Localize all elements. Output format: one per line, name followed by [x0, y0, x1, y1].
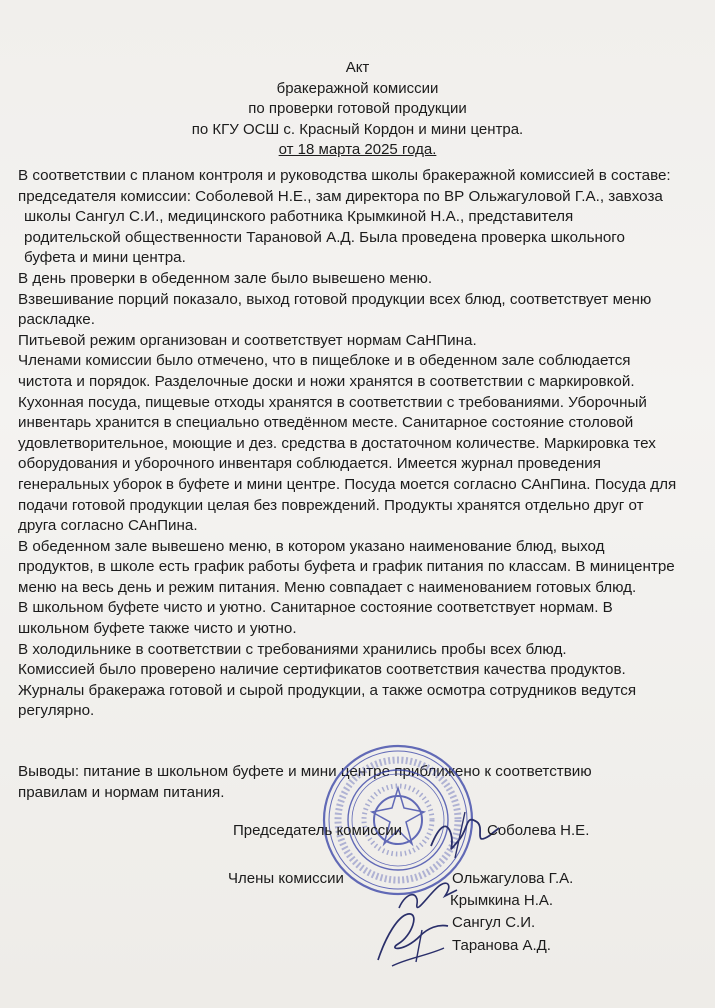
member-name: Крымкина Н.А. — [450, 892, 554, 909]
body-line: В школьном буфете чисто и уютно. Санитарное состояние соответствует нормам. В — [18, 599, 613, 617]
body-line: В день проверки в обеденном зале было вывешено меню. — [18, 269, 433, 287]
act-title: Акт — [345, 59, 370, 76]
body-line: буфета и мини центра. — [24, 249, 186, 267]
body-line: инвентарь хранится в специально отведённом месте. Санитарное состояние столовой — [18, 414, 634, 432]
body-line: генеральных уборок в буфете и мини центре. Посуда моется согласно САнПина. Посуда для — [18, 475, 677, 493]
body-line: Журналы бракеража готовой и сырой продукции, а также осмотра сотрудников ведутся — [18, 681, 637, 699]
member-name: Сангул С.И. — [452, 914, 536, 931]
body-line: председателя комиссии: Соболевой Н.Е., зам директора по ВР Ольжагуловой Г.А., завхоза — [18, 187, 663, 205]
act-subtitle-commission: бракеражной комиссии — [276, 79, 439, 97]
body-line: В соответствии с планом контроля и руководства школы бракеражной комиссией в составе: — [18, 167, 671, 184]
body-line: родительской общественности Тарановой А.Д. Была проведена проверка школьного — [24, 228, 625, 246]
body-line: подачи готовой продукции целая без повреждений. Продукты хранятся отдельно друг от — [18, 496, 644, 514]
body-line: школы Сангул С.И., медицинского работника Крымкиной Н.А., представителя — [24, 208, 574, 226]
act-date: от 18 марта 2025 года. — [278, 141, 437, 158]
conclusion-line-1: Выводы: питание в школьном буфете и мини центре приближено к соответствию — [18, 763, 592, 780]
body-line: Кухонная посуда, пищевые отходы хранятся в соответствии с требованиями. Уборочный — [18, 393, 647, 411]
body-line: продуктов, в школе есть график работы буфета и график питания по классам. В миницентре — [18, 558, 675, 576]
body-line: удовлетворительное, моющие и дез. средства в достаточном количестве. Маркировка тех — [18, 434, 656, 452]
body-line: регулярно. — [18, 702, 95, 720]
chair-label: Председатель комиссии — [233, 822, 402, 839]
act-subtitle-school: по КГУ ОСШ с. Красный Кордон и мини центра. — [191, 120, 524, 138]
member-name: Таранова А.Д. — [452, 937, 551, 954]
act-body — [18, 166, 708, 722]
member-name: Ольжагулова Г.А. — [452, 870, 574, 887]
body-line: чистота и порядок. Разделочные доски и ножи хранятся в соответствии с маркировкой. — [18, 372, 635, 390]
chair-name: Соболева Н.Е. — [487, 822, 590, 839]
body-line: Питьевой режим организован и соответствует нормам СаНПина. — [18, 331, 477, 349]
body-line: В обеденном зале вывешено меню, в котором указано наименование блюд, выход — [18, 537, 605, 555]
body-line: меню на весь день и режим питания. Меню совпадает с наименованием готовых блюд. — [18, 578, 637, 596]
body-line: В холодильнике в соответствии с требованиями хранились пробы всех блюд. — [18, 640, 567, 658]
body-line: школьном буфете также чисто и уютно. — [18, 620, 297, 638]
members-label: Члены комиссии — [228, 870, 344, 887]
body-line: друга согласно САнПина. — [18, 517, 198, 535]
document-header — [0, 58, 715, 161]
body-line: оборудования и уборочного инвентаря соблюдается. Имеется журнал проведения — [18, 455, 601, 473]
body-line: Комиссией было проверено наличие сертификатов соответствия качества продуктов. — [18, 661, 626, 679]
body-line: Взвешивание порций показало, выход готовой продукции всех блюд, соответствует меню — [18, 290, 652, 308]
member-signature — [368, 896, 458, 976]
conclusion-line-2: правилам и нормам питания. — [18, 783, 225, 801]
body-line: раскладке. — [18, 311, 95, 329]
body-line: Членами комиссии было отмечено, что в пищеблоке и в обеденном зале соблюдается — [18, 352, 631, 370]
act-subtitle-check: по проверки готовой продукции — [248, 100, 467, 117]
